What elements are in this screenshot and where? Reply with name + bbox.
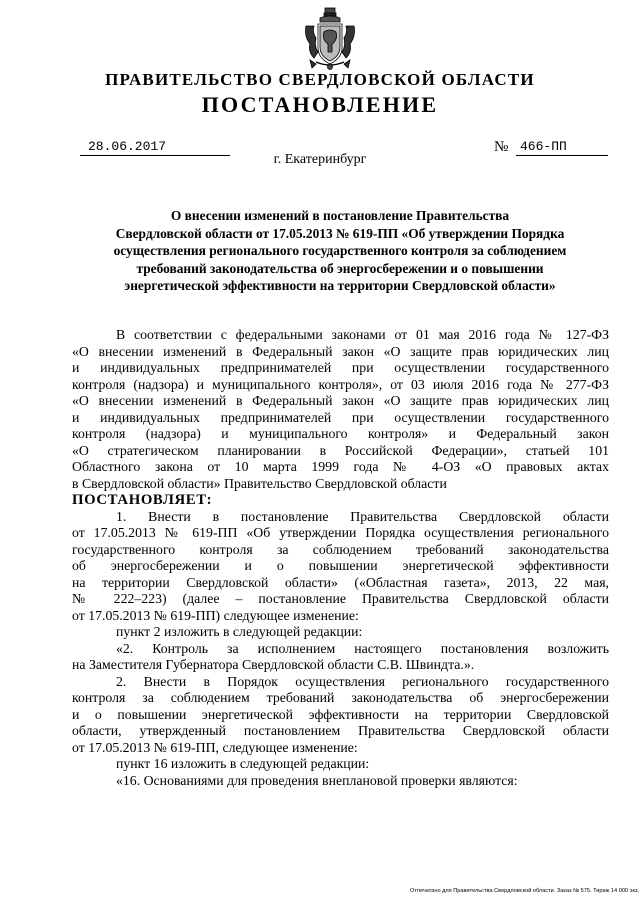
number-sign: №: [494, 139, 509, 155]
title-line: требований законодательства об энергосбережении и о повышении: [136, 260, 544, 276]
text-line: «2. Контроль за исполнением настоящего постановления возложить: [116, 640, 609, 656]
government-name: ПРАВИТЕЛЬСТВО СВЕРДЛОВСКОЙ ОБЛАСТИ: [105, 70, 535, 89]
text-line: «О внесении изменений в Федеральный закон «О защите прав юридических лиц: [72, 343, 609, 359]
text-line: от 17.05.2013 № 619-ПП «Об утверждении Порядка осуществления регионального: [72, 525, 609, 540]
text-line: 1. Внести в постановление Правительства Свердловской области: [116, 508, 609, 524]
document-type: ПОСТАНОВЛЕНИЕ: [201, 92, 439, 117]
document-date: 28.06.2017: [80, 138, 230, 156]
text-line: 2. Внести в Порядок осуществления регионального государственного: [116, 673, 609, 689]
text-line: контроля (надзора) и муниципального контроля», от 03 июля 2016 года № 277-ФЗ: [72, 376, 609, 392]
title-line: осуществления регионального государственного контроля за соблюдением: [113, 243, 567, 259]
document-number: 466-ПП: [516, 138, 608, 156]
item-1: [72, 509, 609, 674]
print-footer: Отпечатано для Правительства Свердловской области. Заказ № 575. Тираж 14 000 экз.: [410, 888, 640, 894]
text-line: от 17.05.2013 № 619-ПП) следующее изменение:: [72, 607, 359, 623]
title-line: О внесении изменений в постановление Правительства: [170, 208, 510, 223]
text-line: «О стратегическом планировании в Российской Федерации», статьей 101: [72, 442, 609, 458]
text-line: от 17.05.2013 № 619-ПП, следующее изменение:: [72, 739, 358, 755]
text-line: контроля (надзора) и муниципального контроля» и Федеральный закон: [72, 426, 609, 441]
text-line: и индивидуальных предпринимателей при осуществлении государственного: [72, 360, 609, 375]
document-title: [80, 207, 600, 295]
text-line: Областного закона от 10 марта 1999 года № 4-ОЗ «О правовых актах: [72, 459, 609, 474]
item-2: [72, 674, 609, 790]
text-line: и индивидуальных предпринимателей при осуществлении государственного: [72, 409, 609, 425]
title-line: Свердловской области от 17.05.2013 № 619-ПП «Об утверждении Порядка: [115, 225, 565, 241]
text-line: «О внесении изменений в Федеральный закон «О защите прав юридических лиц: [72, 393, 609, 408]
text-line: В соответствии с федеральными законами от 01 мая 2016 года № 127-ФЗ: [116, 327, 609, 342]
text-line: «16. Основаниями для проведения внеплановой проверки являются:: [116, 772, 518, 788]
city: г. Екатеринбург: [273, 152, 367, 167]
text-line: в Свердловской области» Правительство Свердловской области: [72, 475, 447, 491]
text-line: на Заместителя Губернатора Свердловской области С.В. Швиндта.».: [72, 657, 475, 672]
decree-heading: ПОСТАНОВЛЯЕТ:: [72, 492, 213, 508]
text-line: и о повышении энергетической эффективности на территории Свердловской: [72, 706, 609, 722]
text-line: на территории Свердловской области» («Областная газета», 2013, 22 мая,: [72, 574, 609, 590]
text-line: пункт 2 изложить в следующей редакции:: [116, 624, 363, 639]
text-line: № 222–223) (далее – постановление Правительства Свердловской области: [72, 591, 609, 606]
title-line: энергетической эффективности на территории Свердловской области»: [124, 278, 556, 294]
text-line: области, утвержденный постановлением Правительства Свердловской области: [72, 723, 609, 738]
text-line: контроля за соблюдением требований законодательства об энергосбережении: [72, 690, 609, 705]
coat-of-arms-icon: [302, 6, 358, 72]
text-line: государственного контроля за соблюдением требований законодательства: [72, 541, 609, 557]
document-body: [72, 327, 609, 789]
text-line: пункт 16 изложить в следующей редакции:: [116, 756, 370, 771]
text-line: об энергосбережении и о повышении энергетической эффективности: [72, 558, 609, 573]
preamble: [72, 327, 609, 492]
